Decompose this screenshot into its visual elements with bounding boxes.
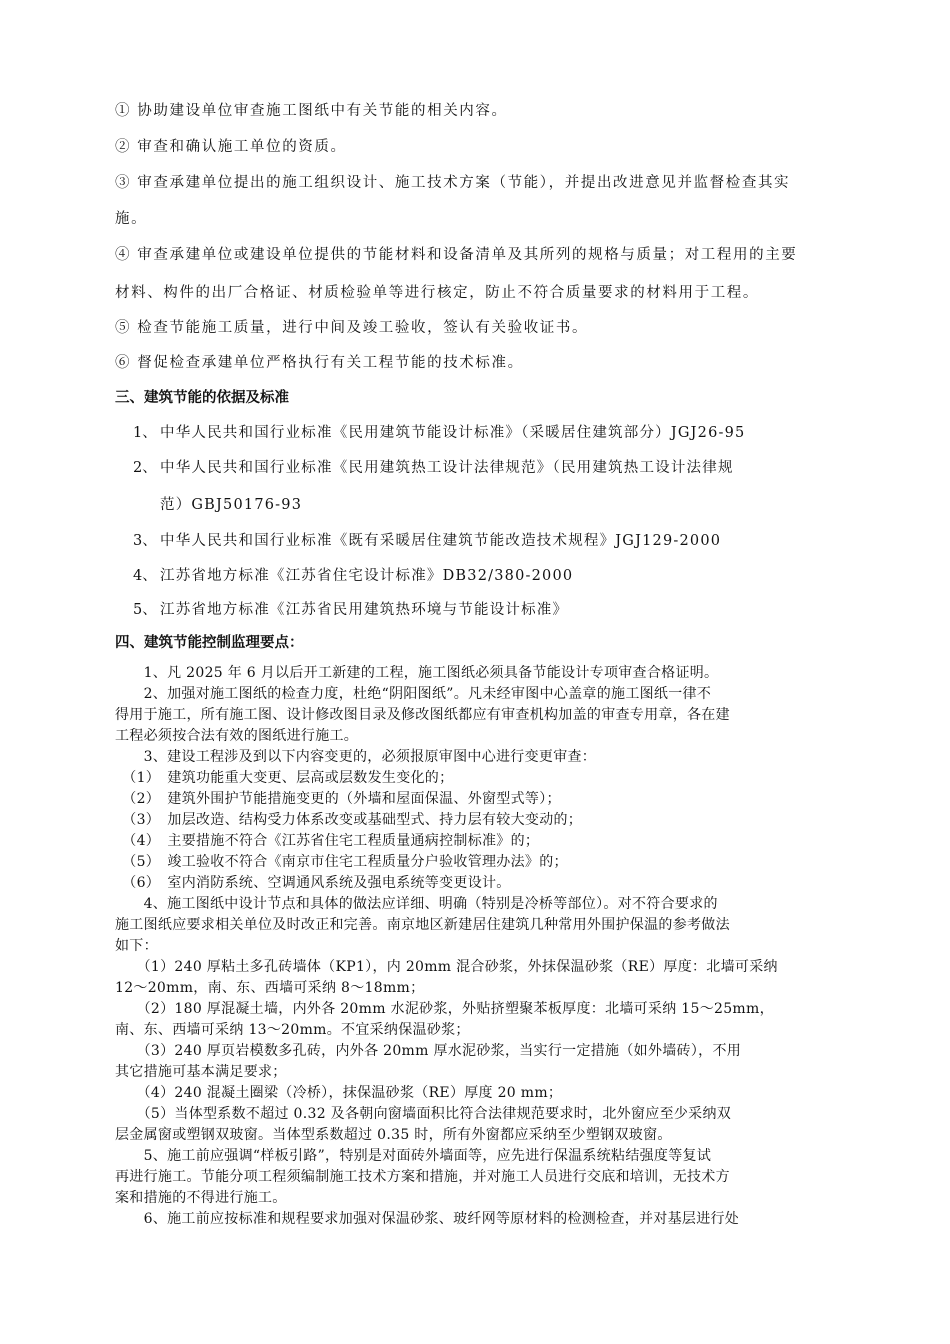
paragraph-line: 5、施工前应强调“样板引路”，特别是对面砖外墙面等，应先进行保温系统粘结强度等复试 (115, 1148, 712, 1164)
duty-item-3-cont: 施。 (115, 211, 148, 227)
standard-5-text: 江苏省地方标准《江苏省民用建筑热环境与节能设计标准》 (160, 602, 569, 618)
standard-2-text-cont: 范）GBJ50176-93 (160, 497, 303, 513)
standard-2-text: 中华人民共和国行业标准《民用建筑热工设计法律规范》（民用建筑热工设计法律规 (160, 460, 734, 476)
change-item-6: （6） 室内消防系统、空调通风系统及强电系统等变更设计。 (115, 875, 511, 891)
standard-3-number: 3、 (133, 533, 157, 549)
standard-4-number: 4、 (133, 568, 157, 584)
paragraph-line: 得用于施工，所有施工图、设计修改图目录及修改图纸都应有审查机构加盖的审查专用章，各在建 (115, 707, 730, 723)
standard-1-number: 1、 (133, 425, 157, 441)
paragraph-line: 如下： (115, 938, 158, 954)
paragraph-line: 案和措施的不得进行施工。 (115, 1190, 287, 1206)
insulation-method-3-cont: 其它措施可基本满足要求； (115, 1064, 287, 1080)
duty-item-5: ⑤ 检查节能施工质量，进行中间及竣工验收，签认有关验收证书。 (115, 320, 589, 336)
paragraph-line: 再进行施工。节能分项工程须编制施工技术方案和措施，并对施工人员进行交底和培训，无技术方 (115, 1169, 730, 1185)
paragraph-line: 6、施工前应按标准和规程要求加强对保温砂浆、玻纤网等原材料的检测检查，并对基层进行处 (115, 1211, 740, 1227)
section-3-heading: 三、建筑节能的依据及标准 (115, 390, 289, 406)
insulation-method-2-cont: 南、东、西墙可采纳 13～20mm。不宜采纳保温砂浆； (115, 1022, 470, 1038)
standard-3-text: 中华人民共和国行业标准《既有采暖居住建筑节能改造技术规程》JGJ129-2000 (160, 533, 722, 549)
duty-item-6: ⑥ 督促检查承建单位严格执行有关工程节能的技术标准。 (115, 355, 524, 371)
insulation-method-5-cont: 层金属窗或塑钢双玻窗。当体型系数超过 0.35 时，所有外窗都应采纳至少塑钢双玻窗。 (115, 1127, 672, 1143)
change-item-5: （5） 竣工验收不符合《南京市住宅工程质量分户验收管理办法》的； (115, 854, 568, 870)
standard-4-text: 江苏省地方标准《江苏省住宅设计标准》DB32/380-2000 (160, 568, 574, 584)
duty-item-4: ④ 审查承建单位或建设单位提供的节能材料和设备清单及其所列的规格与质量；对工程用的主要 (115, 247, 798, 263)
standard-5-number: 5、 (133, 602, 157, 618)
insulation-method-5: （5）当体型系数不超过 0.32 及各朝向窗墙面积比符合法律规范要求时，北外窗应至少采纳双 (115, 1106, 732, 1122)
paragraph-line: 施工图纸应要求相关单位及时改正和完善。南京地区新建居住建筑几种常用外围护保温的参考做法 (115, 917, 730, 933)
duty-item-1: ① 协助建设单位审查施工图纸中有关节能的相关内容。 (115, 103, 508, 119)
paragraph-line: 2、加强对施工图纸的检查力度，杜绝“阴阳图纸”。凡未经审图中心盖章的施工图纸一律不 (115, 686, 712, 702)
change-item-2: （2） 建筑外围护节能措施变更的（外墙和屋面保温、外窗型式等）； (115, 791, 561, 807)
standard-2-number: 2、 (133, 460, 157, 476)
duty-item-3: ③ 审查承建单位提出的施工组织设计、施工技术方案（节能），并提出改进意见并监督检查其实 (115, 175, 791, 191)
paragraph-line: 工程必须按合法有效的图纸进行施工。 (115, 728, 359, 744)
insulation-method-1: （1）240 厚粘土多孔砖墙体（KP1），内 20mm 混合砂浆，外抹保温砂浆（RE）厚度：北墙可采纳 (115, 959, 778, 975)
change-item-3: （3） 加层改造、结构受力体系改变或基础型式、持力层有较大变动的； (115, 812, 583, 828)
insulation-method-4: （4）240 混凝土圈梁（冷桥），抹保温砂浆（RE）厚度 20 mm； (115, 1085, 563, 1101)
paragraph-line: 4、施工图纸中设计节点和具体的做法应详细、明确（特别是冷桥等部位）。对不符合要求的 (115, 896, 718, 912)
paragraph-line: 1、凡 2025 年 6 月以后开工新建的工程，施工图纸必须具备节能设计专项审查合格证明。 (115, 665, 719, 681)
insulation-method-1-cont: 12～20mm，南、东、西墙可采纳 8～18mm； (115, 980, 425, 996)
section-4-heading: 四、建筑节能控制监理要点： (115, 635, 304, 651)
duty-item-2: ② 审查和确认施工单位的资质。 (115, 139, 347, 155)
duty-item-4-cont: 材料、构件的出厂合格证、材质检验单等进行核定，防止不符合质量要求的材料用于工程。 (115, 285, 759, 301)
insulation-method-2: （2）180 厚混凝土墙，内外各 20mm 水泥砂浆，外贴挤塑聚苯板厚度：北墙可采纳 15～25mm， (115, 1001, 774, 1017)
standard-1-text: 中华人民共和国行业标准《民用建筑节能设计标准》（采暖居住建筑部分）JGJ26-95 (160, 425, 746, 441)
insulation-method-3: （3）240 厚页岩模数多孔砖，内外各 20mm 厚水泥砂浆，当实行一定措施（如外墙砖），不用 (115, 1043, 742, 1059)
paragraph-line: 3、建设工程涉及到以下内容变更的，必须报原审图中心进行变更审查： (115, 749, 597, 765)
change-item-4: （4） 主要措施不符合《江苏省住宅工程质量通病控制标准》的； (115, 833, 540, 849)
change-item-1: （1） 建筑功能重大变更、层高或层数发生变化的； (115, 770, 454, 786)
